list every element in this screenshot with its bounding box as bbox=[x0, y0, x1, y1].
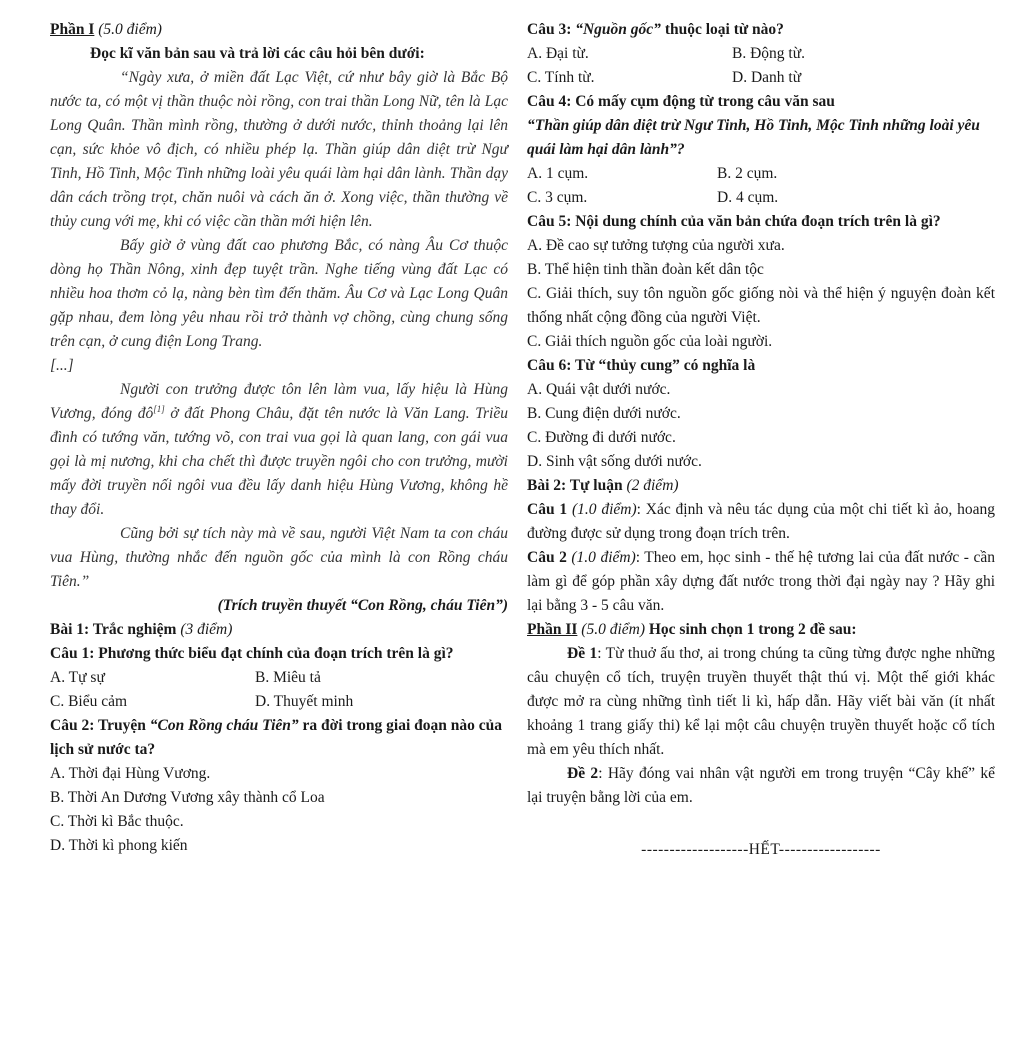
passage-paragraph-3: Người con trưởng được tôn lên làm vua, lấy hiệu là Hùng Vương, đóng đô[1] ở đất Phong Châu, đặt tên nước là Văn Lang. Triều đình có tướng văn, tướng võ, con trai vua gọi là quan lang, con gái vua gọi là mị nương, khi cha chết thì được truyền ngôi cho con trưởng, mười mấy đời truyền nối ngôi vua đều lấy danh hiệu Hùng Vương, không hề thay đổi. bbox=[50, 381, 508, 518]
essay-question-2: Câu 2 (1.0 điểm): Theo em, học sinh - thế hệ tương lai của đất nước - cần làm gì để góp phần xây dựng đất nước trong thời đại ngày nay ? Hãy ghi lại bằng 3 - 5 câu văn. bbox=[527, 549, 995, 614]
question-6: Câu 6: Từ “thủy cung” có nghĩa là bbox=[527, 357, 756, 374]
q3-option-a: A. Đại từ. bbox=[527, 45, 589, 62]
passage-ellipsis: [...] bbox=[50, 357, 74, 374]
question-2: Câu 2: Truyện “Con Rồng cháu Tiên” ra đời trong giai đoạn nào của lịch sử nước ta? bbox=[50, 717, 503, 758]
topic-1: Đề 1: Từ thuở ấu thơ, ai trong chúng ta cũng từng được nghe những câu chuyện cổ tích, truyện truyền thuyết thật thú vị. Một thế giới khác được mở ra cùng những tình tiết li kì, hấp dẫn. Hãy viết bài văn (ít nhất khoảng 1 trang giấy thi) kể lại một câu chuyện truyền thuyết hoặc cổ tích mà em yêu thích nhất. bbox=[527, 645, 995, 758]
q5-option-c: C. Giải thích, suy tôn nguồn gốc giống nòi và thể hiện ý nguyện đoàn kết thống nhất cộng đồng của người Việt. bbox=[527, 285, 995, 326]
passage-paragraph-1: “Ngày xưa, ở miền đất Lạc Việt, cứ như bây giờ là Bắc Bộ nước ta, có một vị thần thuộc nòi rồng, con trai thần Long Nữ, tên là Lạc Long Quân. Thần mình rồng, thường ở dưới nước, thỉnh thoảng lại lên cạn, sức khỏe vô địch, có nhiều phép lạ. Thần giúp dân diệt trừ Ngư Tinh, Hồ Tinh, Mộc Tinh những loài yêu quái làm hại dân lành. Thần dạy dân cách trồng trọt, chăn nuôi và cách ăn ở. Xong việc, thần thường về thủy cung với mẹ, khi có việc cần thần mới hiện lên. bbox=[50, 69, 508, 230]
question-1: Câu 1: Phương thức biểu đạt chính của đoạn trích trên là gì? bbox=[50, 645, 454, 662]
q4-option-c: C. 3 cụm. bbox=[527, 189, 588, 206]
q5-option-d: C. Giải thích nguồn gốc của loài người. bbox=[527, 333, 773, 350]
question-4-options bbox=[527, 162, 995, 210]
right-column bbox=[527, 18, 995, 878]
passage-source: (Trích truyền thuyết “Con Rồng, cháu Tiên”) bbox=[217, 597, 508, 614]
part2-heading: Phần II (5.0 điểm) Học sinh chọn 1 trong 2 đề sau: bbox=[527, 621, 857, 638]
q2-option-d: D. Thời kì phong kiến bbox=[50, 837, 188, 854]
q3-option-c: C. Tính từ. bbox=[527, 69, 595, 86]
question-4: Câu 4: Có mấy cụm động từ trong câu văn sau bbox=[527, 93, 835, 110]
part1-heading: Phần I (5.0 điểm) bbox=[50, 21, 162, 38]
q1-option-d: D. Thuyết minh bbox=[255, 693, 354, 710]
question-3: Câu 3: “Nguồn gốc” thuộc loại từ nào? bbox=[527, 21, 784, 38]
q4-option-d: D. 4 cụm. bbox=[717, 189, 779, 206]
q4-option-b: B. 2 cụm. bbox=[717, 165, 778, 182]
instruction: Đọc kĩ văn bản sau và trả lời các câu hỏi bên dưới: bbox=[90, 45, 425, 62]
q1-option-a: A. Tự sự bbox=[50, 669, 105, 686]
passage-paragraph-2: Bấy giờ ở vùng đất cao phương Bắc, có nàng Âu Cơ thuộc dòng họ Thần Nông, xinh đẹp tuyệt trần. Nghe tiếng vùng đất Lạc có nhiều hoa thơm cỏ lạ, nàng bèn tìm đến thăm. Âu Cơ và Lạc Long Quân gặp nhau, đem lòng yêu nhau rồi trở thành vợ chồng, cùng chung sống trên cạn, ở cung điện Long Trang. bbox=[50, 237, 508, 350]
q2-option-c: C. Thời kì Bắc thuộc. bbox=[50, 813, 184, 830]
q6-option-c: C. Đường đi dưới nước. bbox=[527, 429, 676, 446]
footnote-mark: [1] bbox=[153, 403, 165, 414]
q1-option-c: C. Biểu cảm bbox=[50, 693, 128, 710]
q4-option-a: A. 1 cụm. bbox=[527, 165, 589, 182]
q6-option-b: B. Cung điện dưới nước. bbox=[527, 405, 681, 422]
bai1-heading: Bài 1: Trắc nghiệm (3 điểm) bbox=[50, 621, 233, 638]
q3-option-d: D. Danh từ bbox=[732, 69, 802, 86]
q3-option-b: B. Động từ. bbox=[732, 45, 805, 62]
left-column bbox=[50, 18, 508, 858]
q2-option-b: B. Thời An Dương Vương xây thành cổ Loa bbox=[50, 789, 325, 806]
question-3-options bbox=[527, 42, 995, 90]
q2-option-a: A. Thời đại Hùng Vương. bbox=[50, 765, 211, 782]
essay-question-1: Câu 1 (1.0 điểm): Xác định và nêu tác dụng của một chi tiết kì ảo, hoang đường được sử dụng trong đoạn trích trên. bbox=[527, 501, 995, 542]
q6-option-d: D. Sinh vật sống dưới nước. bbox=[527, 453, 702, 470]
question-4-quote: “Thần giúp dân diệt trừ Ngư Tinh, Hồ Tinh, Mộc Tinh những loài yêu quái làm hại dân lành”? bbox=[527, 117, 980, 158]
topic-2: Đề 2: Hãy đóng vai nhân vật người em trong truyện “Cây khế” kể lại truyện bằng lời của em. bbox=[527, 765, 995, 806]
bai2-heading: Bài 2: Tự luận (2 điểm) bbox=[527, 477, 679, 494]
end-marker: -------------------HẾT------------------ bbox=[641, 841, 881, 858]
question-5: Câu 5: Nội dung chính của văn bản chứa đoạn trích trên là gì? bbox=[527, 213, 941, 230]
q1-option-b: B. Miêu tả bbox=[255, 669, 321, 686]
q5-option-a: A. Đề cao sự tưởng tượng của người xưa. bbox=[527, 237, 785, 254]
passage-paragraph-4: Cũng bởi sự tích này mà về sau, người Việt Nam ta con cháu vua Hùng, thường nhắc đến nguồn gốc của mình là con Rồng cháu Tiên.” bbox=[50, 525, 508, 590]
question-1-options bbox=[50, 666, 508, 714]
q5-option-b: B. Thể hiện tinh thần đoàn kết dân tộc bbox=[527, 261, 764, 278]
q6-option-a: A. Quái vật dưới nước. bbox=[527, 381, 671, 398]
